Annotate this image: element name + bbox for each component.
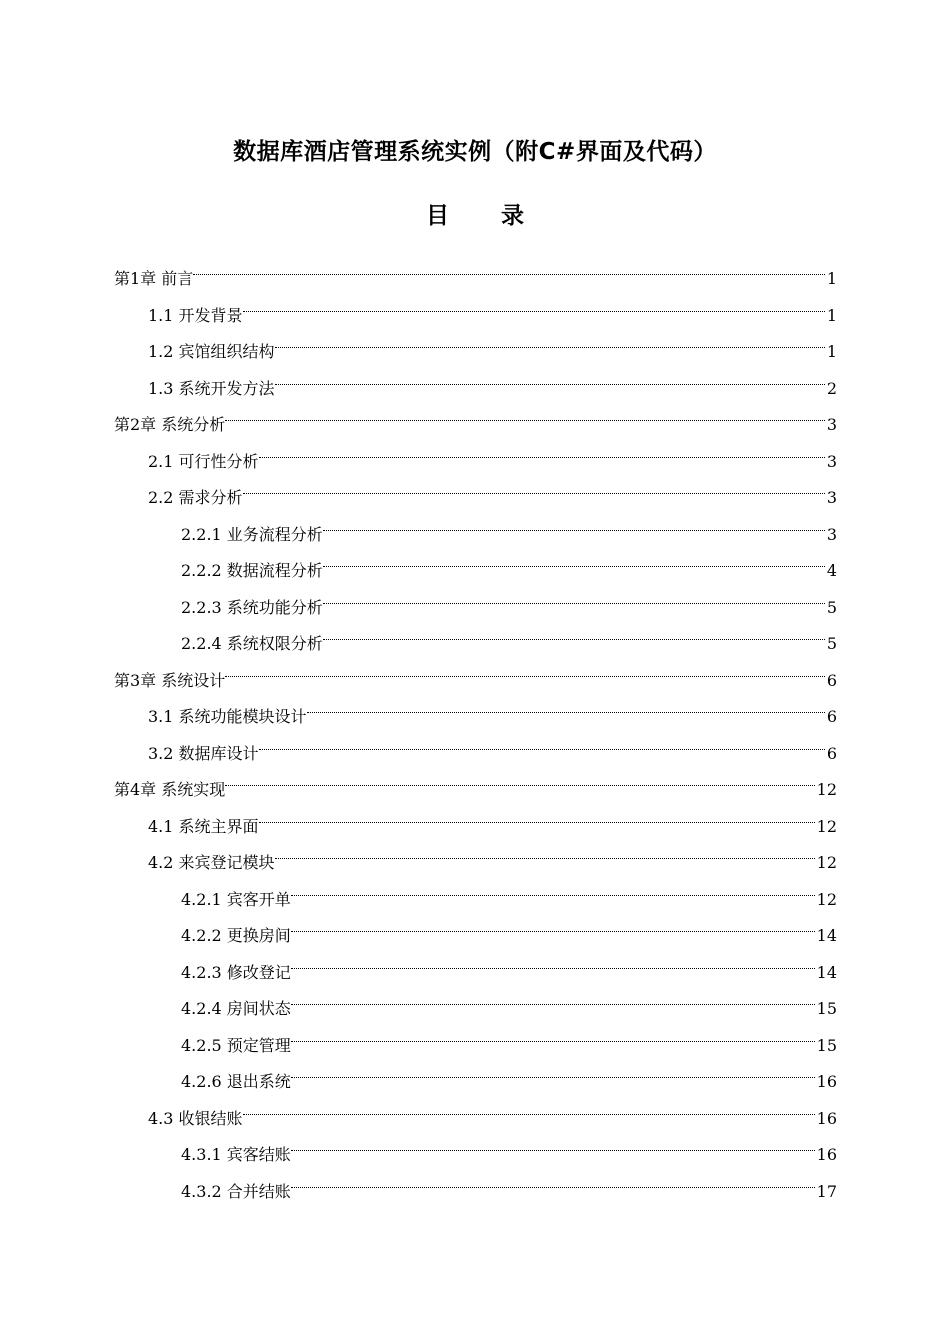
toc-entry-page-number: 3 [826, 415, 837, 434]
toc-entry-label: 2.2 需求分析 [148, 488, 243, 507]
toc-entry-label: 2.2.1 业务流程分析 [181, 525, 323, 544]
toc-dot-leader [291, 1051, 817, 1087]
toc-entry-page-number: 12 [816, 780, 837, 799]
toc-entry-page-number: 3 [826, 452, 837, 471]
toc-dot-leader [225, 650, 827, 686]
toc-entry-label: 4.2.2 更换房间 [181, 926, 291, 945]
toc-entry-label: 4.1 系统主界面 [148, 817, 259, 836]
toc-dot-leader [323, 504, 827, 540]
toc-entry-label: 4.2.6 退出系统 [181, 1072, 291, 1091]
toc-entry[interactable] [148, 796, 837, 836]
toc-entry[interactable] [181, 1051, 837, 1091]
toc-entry[interactable] [114, 759, 837, 799]
toc-entry-page-number: 12 [816, 817, 837, 836]
toc-entry-label: 4.2.1 宾客开单 [181, 890, 291, 909]
toc-entry-label: 4.3.2 合并结账 [181, 1182, 291, 1201]
toc-entry-label: 1.1 开发背景 [148, 306, 243, 325]
toc-dot-leader [291, 905, 817, 941]
toc-entry[interactable] [148, 321, 837, 361]
toc-entry[interactable] [148, 431, 837, 471]
toc-dot-leader [323, 613, 827, 649]
toc-entry[interactable] [148, 358, 837, 398]
toc-entry-label: 4.2.4 房间状态 [181, 999, 291, 1018]
toc-entry[interactable] [181, 613, 837, 653]
toc-entry-label: 第1章 前言 [114, 269, 194, 288]
toc-dot-leader [259, 796, 817, 832]
toc-entry[interactable] [148, 832, 837, 872]
toc-entry-page-number: 6 [826, 671, 837, 690]
toc-dot-leader [225, 759, 816, 795]
toc-entry-page-number: 4 [826, 561, 837, 580]
toc-dot-leader [323, 577, 827, 613]
toc-entry-page-number: 14 [816, 926, 837, 945]
toc-entry-page-number: 16 [816, 1145, 837, 1164]
toc-entry-label: 3.2 数据库设计 [148, 744, 259, 763]
toc-entry-label: 1.2 宾馆组织结构 [148, 342, 275, 361]
toc-dot-leader [291, 1015, 817, 1051]
toc-entry-page-number: 15 [816, 1036, 837, 1055]
toc-dot-leader [243, 285, 827, 321]
toc-entry-page-number: 1 [826, 269, 837, 288]
toc-entry[interactable] [148, 467, 837, 507]
toc-entry-label: 第4章 系统实现 [114, 780, 226, 799]
toc-entry-label: 4.3.1 宾客结账 [181, 1145, 291, 1164]
toc-entry-page-number: 6 [826, 744, 837, 763]
toc-dot-leader [323, 540, 827, 576]
toc-entry[interactable] [148, 1088, 837, 1128]
toc-entry-label: 第2章 系统分析 [114, 415, 226, 434]
toc-dot-leader [307, 686, 827, 722]
toc-heading: 目 录 [425, 203, 546, 229]
toc-dot-leader [275, 321, 827, 357]
toc-entry-page-number: 5 [826, 598, 837, 617]
toc-entry-page-number: 12 [816, 890, 837, 909]
toc-entry[interactable] [148, 686, 837, 726]
toc-entry-label: 3.1 系统功能模块设计 [148, 707, 307, 726]
toc-entry-label: 第3章 系统设计 [114, 671, 226, 690]
toc-dot-leader [291, 1161, 817, 1197]
toc-entry[interactable] [181, 905, 837, 945]
toc-entry-page-number: 15 [816, 999, 837, 1018]
toc-entry-page-number: 16 [816, 1072, 837, 1091]
toc-entry[interactable] [114, 394, 837, 434]
toc-entry-label: 4.2.3 修改登记 [181, 963, 291, 982]
toc-entry-label: 2.2.2 数据流程分析 [181, 561, 323, 580]
toc-dot-leader [225, 394, 827, 430]
toc-dot-leader [291, 869, 817, 905]
toc-entry[interactable] [181, 577, 837, 617]
toc-dot-leader [243, 467, 827, 503]
toc-dot-leader [243, 1088, 817, 1124]
toc-entry-page-number: 14 [816, 963, 837, 982]
toc-entry[interactable] [181, 504, 837, 544]
toc-entry[interactable] [181, 1161, 837, 1201]
toc-dot-leader [291, 978, 817, 1014]
toc-entry-label: 4.2 来宾登记模块 [148, 853, 275, 872]
toc-entry-page-number: 6 [826, 707, 837, 726]
toc-dot-leader [275, 358, 827, 394]
toc-entry[interactable] [181, 978, 837, 1018]
toc-dot-leader [275, 832, 817, 868]
document-title: 数据库酒店管理系统实例（附C#界面及代码） [233, 139, 717, 165]
toc-entry-page-number: 2 [826, 379, 837, 398]
toc-entry[interactable] [181, 869, 837, 909]
toc-entry-page-number: 12 [816, 853, 837, 872]
toc-entry[interactable] [114, 650, 837, 690]
toc-dot-leader [193, 248, 827, 284]
toc-entry-label: 1.3 系统开发方法 [148, 379, 275, 398]
toc-entry[interactable] [181, 1015, 837, 1055]
toc-dot-leader [259, 431, 827, 467]
toc-entry-page-number: 16 [816, 1109, 837, 1128]
toc-entry-page-number: 3 [826, 488, 837, 507]
toc-entry-label: 4.3 收银结账 [148, 1109, 243, 1128]
toc-entry-page-number: 1 [826, 342, 837, 361]
toc-dot-leader [291, 942, 817, 978]
toc-entry-label: 2.2.4 系统权限分析 [181, 634, 323, 653]
toc-entry-label: 2.1 可行性分析 [148, 452, 259, 471]
toc-entry[interactable] [148, 285, 837, 325]
toc-entry-page-number: 1 [826, 306, 837, 325]
toc-dot-leader [291, 1124, 817, 1160]
toc-entry-label: 2.2.3 系统功能分析 [181, 598, 323, 617]
toc-entry-page-number: 3 [826, 525, 837, 544]
toc-entry[interactable] [181, 942, 837, 982]
toc-dot-leader [259, 723, 827, 759]
toc-entry[interactable] [181, 540, 837, 580]
toc-entry-label: 4.2.5 预定管理 [181, 1036, 291, 1055]
toc-entry[interactable] [114, 248, 837, 288]
toc-entry[interactable] [148, 723, 837, 763]
toc-entry-page-number: 17 [816, 1182, 837, 1201]
toc-entry-page-number: 5 [826, 634, 837, 653]
toc-entry[interactable] [181, 1124, 837, 1164]
